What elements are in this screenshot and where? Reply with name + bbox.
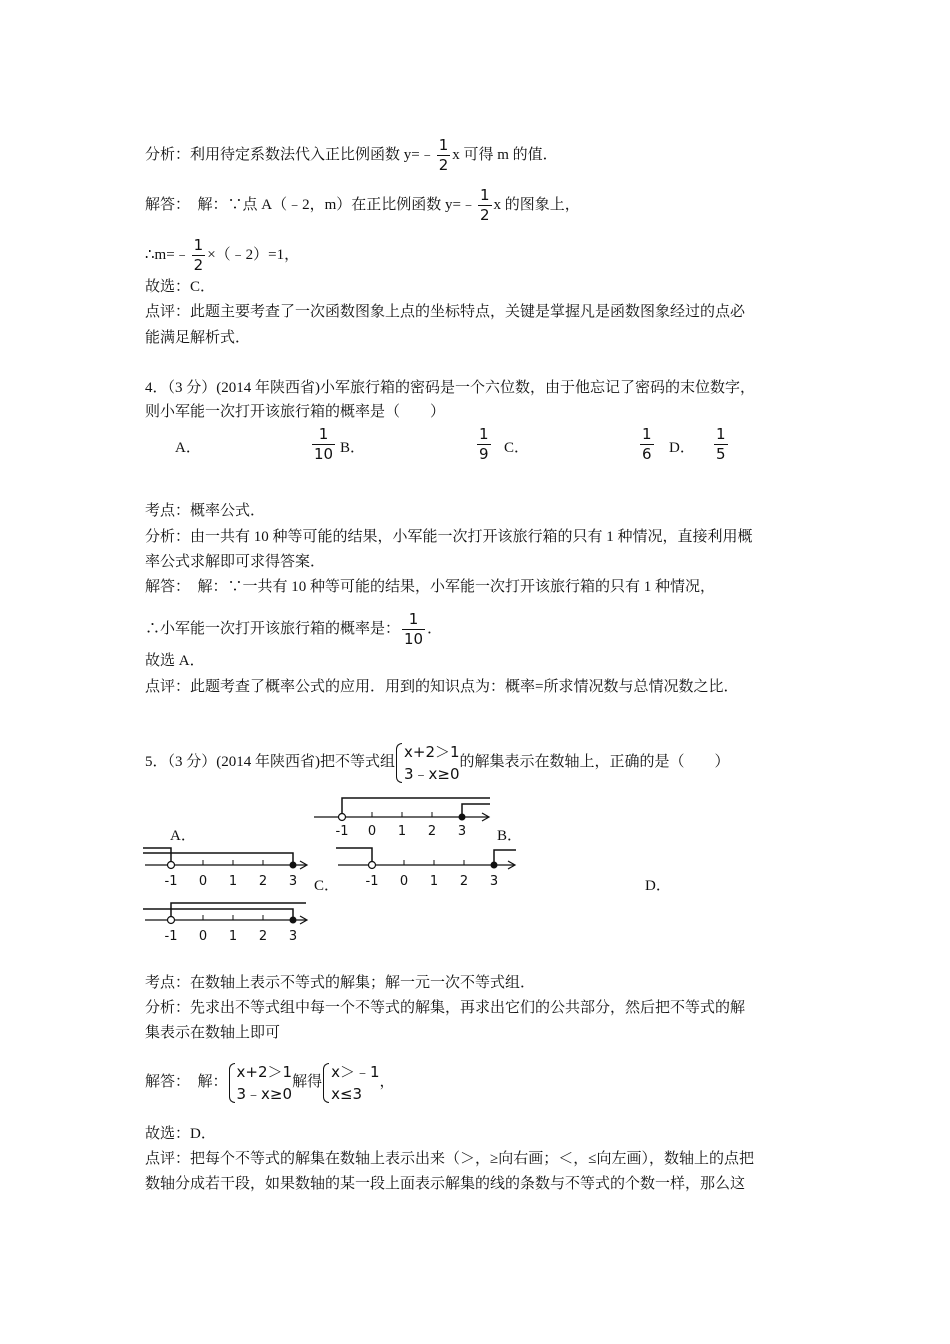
q5-option-d-label[interactable]: D． bbox=[645, 878, 671, 894]
q4-option-c-label[interactable]: C． bbox=[504, 440, 530, 456]
solution-ray-right bbox=[494, 850, 516, 865]
tick-label: 0 bbox=[367, 824, 377, 839]
tick-label: 1 bbox=[228, 929, 238, 944]
number-line-b bbox=[143, 845, 313, 890]
open-point bbox=[339, 814, 346, 821]
tick-label: 2 bbox=[258, 929, 268, 944]
q3-comment-line1: 点评：此题主要考查了一次函数图象上点的坐标特点，关键是掌握凡是函数图象经过的点必 bbox=[145, 304, 746, 320]
q4-stem-line1: 4．（3 分）(2014 年陕西省)小军旅行箱的密码是一个六位数，由于他忘记了密码的末位数字， bbox=[145, 380, 755, 396]
tick-label: 0 bbox=[399, 874, 409, 889]
q4-option-d-fraction[interactable] bbox=[712, 427, 730, 462]
fraction: $\frac{1}{2}$ bbox=[193, 236, 204, 274]
tick-label: 1 bbox=[429, 874, 439, 889]
fraction: $\frac{1}{2}$ bbox=[479, 186, 490, 224]
q4-analysis-line2: 率公式求解即可求得答案． bbox=[145, 554, 326, 570]
ticks bbox=[203, 860, 263, 865]
fraction: $\frac{1}{6}$ bbox=[642, 425, 652, 463]
solution-system: x＞﹣1 x≤3 bbox=[322, 1061, 379, 1105]
q3-therefore: ∴m=﹣ $\frac{1}{2}$ ×（﹣2）=1， bbox=[145, 236, 300, 274]
q4-option-b-fraction[interactable] bbox=[475, 427, 493, 462]
q3-choice: 故选：C． bbox=[145, 279, 216, 295]
solution-ray-right bbox=[171, 903, 306, 920]
closed-point bbox=[459, 814, 466, 821]
tick-label: 3 bbox=[288, 929, 298, 944]
closed-point bbox=[290, 917, 297, 924]
tick-label: 3 bbox=[288, 874, 298, 889]
q3-analysis: 分析：利用待定系数法代入正比例函数 y=﹣ $\frac{1}{2}$ x 可得 m 的值． bbox=[145, 136, 558, 174]
open-point bbox=[168, 862, 175, 869]
q5-option-a-label[interactable]: A． bbox=[170, 828, 196, 844]
solution-ray-left bbox=[143, 909, 293, 920]
q5-comment-line2: 数轴分成若干段，如果数轴的某一段上面表示解集的线的条数与不等式的个数一样，那么这 bbox=[145, 1176, 746, 1192]
ticks bbox=[372, 812, 462, 817]
solution-ray-left bbox=[143, 853, 293, 865]
q4-comment: 点评：此题考查了概率公式的应用．用到的知识点为：概率=所求情况数与总情况数之比． bbox=[145, 679, 739, 695]
q4-option-a-fraction[interactable] bbox=[310, 427, 337, 462]
q4-option-d-label[interactable]: D． bbox=[669, 440, 695, 456]
tick-label: -1 bbox=[164, 874, 178, 889]
fraction: $\frac{1}{10}$ bbox=[314, 425, 334, 463]
number-line-a bbox=[312, 795, 497, 840]
tick-label: -1 bbox=[365, 874, 379, 889]
tick-label: 1 bbox=[228, 874, 238, 889]
ticks bbox=[404, 860, 464, 865]
q5-kaodian: 考点：在数轴上表示不等式的解集；解一元一次不等式组． bbox=[145, 975, 536, 991]
q4-analysis-line1: 分析：由一共有 10 种等可能的结果，小军能一次打开该旅行箱的只有 1 种情况，直接利用概 bbox=[145, 529, 753, 545]
tick-label: 1 bbox=[397, 824, 407, 839]
fraction: $\frac{1}{9}$ bbox=[479, 425, 489, 463]
inequality-system: x+2＞1 3﹣x≥0 bbox=[228, 1061, 293, 1105]
q5-stem: 5．（3 分）(2014 年陕西省)把不等式组 x+2＞1 3﹣x≥0 的解集表示在数轴上，正确的是（ ） bbox=[145, 742, 730, 783]
q5-analysis-line2: 集表示在数轴上即可 bbox=[145, 1025, 281, 1041]
tick-label: 3 bbox=[457, 824, 467, 839]
q4-stem-line2: 则小军能一次打开该旅行箱的概率是（ ） bbox=[145, 404, 446, 420]
q4-answer-line1: 解答： 解：∵一共有 10 种等可能的结果，小军能一次打开该旅行箱的只有 1 种情况， bbox=[145, 579, 716, 595]
solution-ray-left bbox=[143, 848, 171, 865]
q5-option-c-label[interactable]: C． bbox=[314, 878, 340, 894]
q5-comment-line1: 点评：把每个不等式的解集在数轴上表示出来（＞，≥向右画；＜，≤向左画），数轴上的点把 bbox=[145, 1151, 754, 1167]
fraction: $\frac{1}{10}$ bbox=[404, 610, 424, 648]
q5-answer: 解答： 解： x+2＞1 3﹣x≥0 解得 x＞﹣1 x≤3 ， bbox=[145, 1062, 395, 1103]
inequality-system: x+2＞1 3﹣x≥0 bbox=[395, 741, 460, 785]
q5-analysis-line1: 分析：先求出不等式组中每一个不等式的解集，再求出它们的公共部分，然后把不等式的解 bbox=[145, 1000, 746, 1016]
tick-label: 2 bbox=[258, 874, 268, 889]
q4-option-c-fraction[interactable] bbox=[638, 427, 656, 462]
ticks bbox=[203, 915, 263, 920]
q3-answer: 解答： 解：∵点 A（﹣2，m）在正比例函数 y=﹣ $\frac{1}{2}$ x 的图象上， bbox=[145, 186, 580, 224]
tick-label: 2 bbox=[459, 874, 469, 889]
tick-label: 3 bbox=[489, 874, 499, 889]
tick-label: 2 bbox=[427, 824, 437, 839]
open-point bbox=[369, 862, 376, 869]
fraction: $\frac{1}{2}$ bbox=[438, 136, 449, 174]
q4-option-b-label[interactable]: B． bbox=[340, 440, 366, 456]
q5-option-b-label[interactable]: B． bbox=[497, 828, 523, 844]
q4-choice: 故选 A． bbox=[145, 653, 205, 669]
tick-label: -1 bbox=[164, 929, 178, 944]
q4-option-a-label[interactable]: A． bbox=[175, 440, 201, 456]
number-line-d bbox=[143, 900, 313, 945]
closed-point bbox=[491, 862, 498, 869]
open-point bbox=[168, 917, 175, 924]
solution-ray-right bbox=[342, 798, 490, 817]
number-line-c bbox=[336, 845, 521, 890]
q4-answer-line2: ∴小军能一次打开该旅行箱的概率是： $\frac{1}{10}$ ． bbox=[145, 610, 443, 648]
tick-label: 0 bbox=[198, 874, 208, 889]
tick-label: 0 bbox=[198, 929, 208, 944]
q4-kaodian: 考点：概率公式． bbox=[145, 503, 266, 519]
solution-ray-left bbox=[336, 848, 372, 865]
q3-comment-line2: 能满足解析式． bbox=[145, 330, 251, 346]
q5-choice: 故选：D． bbox=[145, 1126, 216, 1142]
closed-point bbox=[290, 862, 297, 869]
fraction: $\frac{1}{5}$ bbox=[716, 425, 726, 463]
tick-label: -1 bbox=[335, 824, 349, 839]
